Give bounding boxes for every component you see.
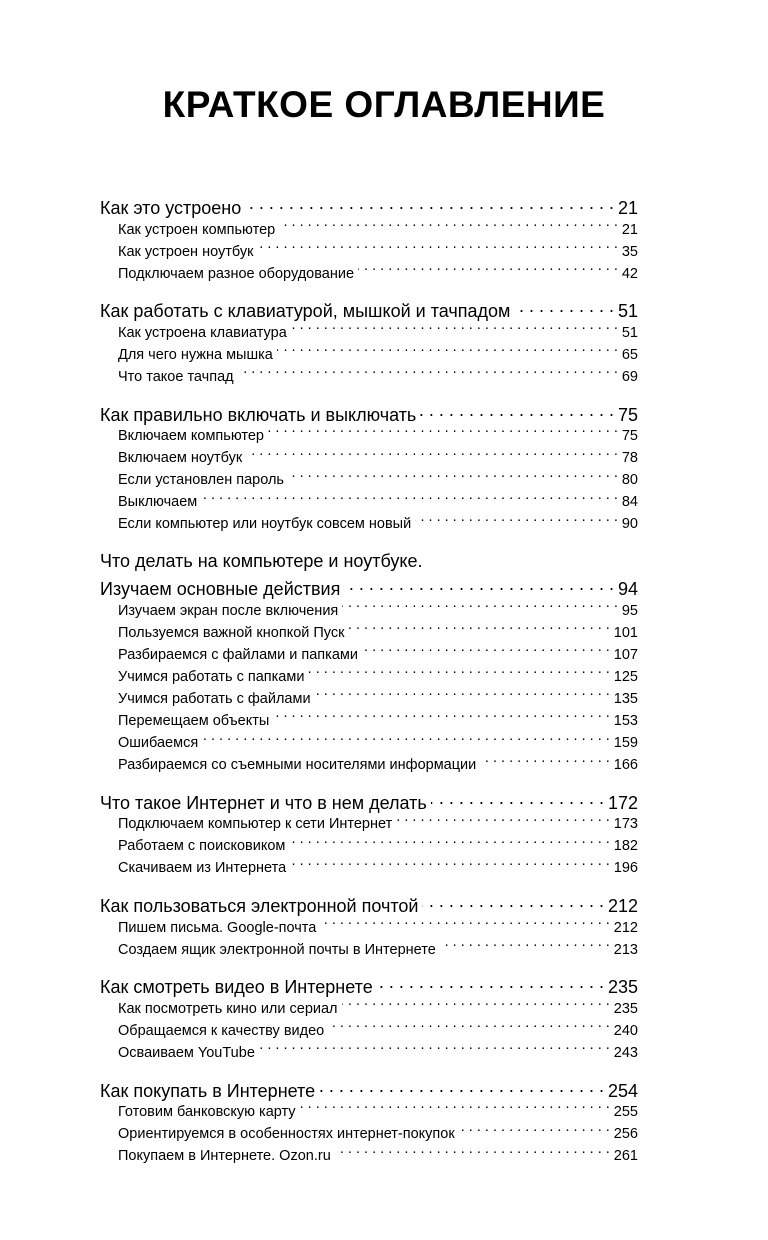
dot-leader xyxy=(362,644,610,659)
page-number: 172 xyxy=(607,792,638,813)
subsection-entry xyxy=(100,858,638,880)
subsection-entry xyxy=(100,1124,638,1146)
page-number: 78 xyxy=(621,450,638,467)
subsection-title: Пользуемся важной кнопкой Пуск xyxy=(118,624,345,641)
dot-leader xyxy=(288,470,618,485)
page-number: 42 xyxy=(621,265,638,282)
page-number: 159 xyxy=(613,735,638,752)
subsection-title: Изучаем экран после включения xyxy=(118,602,339,619)
subsection-entry xyxy=(100,666,638,688)
subsection-title: Подключаем компьютер к сети Интернет xyxy=(118,816,393,833)
dot-leader xyxy=(289,836,609,851)
dot-leader xyxy=(342,998,610,1013)
subsection-title: Для чего нужна мышка xyxy=(118,346,273,363)
dot-leader xyxy=(308,666,609,681)
subsection-entry xyxy=(100,600,638,622)
subsection-entry xyxy=(100,219,638,241)
page-number: 95 xyxy=(621,602,638,619)
page-number: 182 xyxy=(613,838,638,855)
subsection-title: Учимся работать с папками xyxy=(118,668,305,685)
dot-leader xyxy=(335,1146,610,1161)
page-number: 65 xyxy=(621,346,638,363)
page-number: 212 xyxy=(607,896,638,917)
subsection-entry xyxy=(100,1102,638,1124)
chapter-title-first-line: Что делать на компьютере и ноутбуке. xyxy=(100,551,423,572)
subsection-entry xyxy=(100,1042,638,1064)
page-number: 235 xyxy=(607,977,638,998)
chapter-title: Изучаем основные действия xyxy=(100,579,341,600)
subsection-title: Перемещаем объекты xyxy=(118,713,270,729)
subsection-title: Что такое тачпад xyxy=(118,368,234,385)
dot-leader xyxy=(259,1042,610,1057)
subsection-entry xyxy=(100,688,638,710)
page-number: 243 xyxy=(613,1044,638,1061)
page-number: 213 xyxy=(613,941,638,958)
subsection-entry xyxy=(100,448,638,470)
subsection-title: Разбираемся со съемными носителями информации xyxy=(118,757,477,774)
subsection-title: Обращаемся к качеству видео xyxy=(118,1022,325,1039)
dot-leader xyxy=(422,894,603,912)
page-number: 21 xyxy=(617,198,638,218)
chapter-title: Как правильно включать и выключать xyxy=(100,404,417,425)
subsection-entry xyxy=(100,492,638,514)
subsection-entry xyxy=(100,836,638,858)
page-number: 255 xyxy=(613,1104,638,1121)
page-number: 107 xyxy=(613,646,638,663)
subsection-entry xyxy=(100,426,638,448)
dot-leader xyxy=(268,426,618,441)
dot-leader xyxy=(238,366,618,381)
dot-leader xyxy=(273,711,610,726)
dot-leader xyxy=(201,492,618,507)
dot-leader xyxy=(344,577,614,595)
dot-leader xyxy=(342,600,618,615)
chapter-title: Что такое Интернет и что в нем делать xyxy=(100,792,427,813)
page-number: 101 xyxy=(613,624,638,641)
table-of-contents xyxy=(100,196,638,1182)
chapter-title: Как смотреть видео в Интернете xyxy=(100,977,373,998)
page-number: 80 xyxy=(621,472,638,489)
dot-leader xyxy=(396,814,610,829)
page-number: 254 xyxy=(607,1080,638,1101)
page-number: 94 xyxy=(617,579,638,600)
page-number: 69 xyxy=(621,368,638,385)
subsection-entry xyxy=(100,711,638,733)
chapter-title: Как это устроено xyxy=(100,198,242,218)
toc-section-7 xyxy=(100,975,638,1064)
page-number: 21 xyxy=(621,221,638,238)
subsection-title: Ориентируемся в особенностях интернет-покупок xyxy=(118,1126,455,1143)
subsection-entry xyxy=(100,939,638,961)
dot-leader xyxy=(415,514,618,529)
subsection-entry xyxy=(100,917,638,939)
toc-section-3 xyxy=(100,403,638,536)
subsection-entry xyxy=(100,998,638,1020)
dot-leader xyxy=(319,1079,604,1097)
page-number: 240 xyxy=(613,1022,638,1039)
subsection-entry xyxy=(100,322,638,344)
subsection-title: Включаем ноутбук xyxy=(118,450,243,467)
dot-leader xyxy=(315,688,610,703)
chapter-title: Как работать с клавиатурой, мышкой и тачпадом xyxy=(100,301,511,322)
page-number: 75 xyxy=(621,428,638,445)
subsection-title: Работаем с поисковиком xyxy=(118,838,286,855)
toc-section-5 xyxy=(100,791,638,880)
page-number: 90 xyxy=(621,516,638,533)
subsection-entry xyxy=(100,644,638,666)
subsection-title: Пишем письма. Google-почта xyxy=(118,919,317,936)
subsection-entry xyxy=(100,344,638,366)
dot-leader xyxy=(420,403,614,421)
subsection-title: Покупаем в Интернете. Ozon.ru xyxy=(118,1148,331,1165)
dot-leader xyxy=(459,1124,610,1139)
dot-leader xyxy=(514,299,614,317)
subsection-entry xyxy=(100,470,638,492)
dot-leader xyxy=(377,975,604,993)
chapter-entry xyxy=(100,791,638,814)
subsection-title: Ошибаемся xyxy=(118,735,199,752)
subsection-entry xyxy=(100,1146,638,1168)
chapter-entry xyxy=(100,577,638,600)
chapter-title: Как пользоваться электронной почтой xyxy=(100,896,419,917)
subsection-entry xyxy=(100,366,638,388)
subsection-title: Если компьютер или ноутбук совсем новый xyxy=(118,516,412,533)
subsection-title: Учимся работать с файлами xyxy=(118,690,311,707)
subsection-title: Создаем ящик электронной почты в Интернете xyxy=(118,941,436,958)
chapter-entry xyxy=(100,196,638,219)
toc-section-1 xyxy=(100,196,638,285)
page-number: 135 xyxy=(613,690,638,707)
chapter-entry xyxy=(100,1079,638,1102)
page-number: 256 xyxy=(613,1126,638,1143)
dot-leader xyxy=(290,858,610,873)
subsection-title: Если установлен пароль xyxy=(118,472,284,489)
dot-leader xyxy=(358,263,618,278)
chapter-entry xyxy=(100,299,638,322)
chapter-entry xyxy=(100,975,638,998)
subsection-title: Как устроена клавиатура xyxy=(118,324,287,341)
page-number: 125 xyxy=(613,668,638,685)
subsection-entry xyxy=(100,814,638,836)
chapter-title-line xyxy=(100,550,638,572)
dot-leader xyxy=(291,322,618,337)
toc-section-4 xyxy=(100,550,638,777)
subsection-title: Как устроен компьютер xyxy=(118,221,276,238)
dot-leader xyxy=(257,241,617,256)
dot-leader xyxy=(320,917,609,932)
dot-leader xyxy=(246,448,618,463)
subsection-title: Выключаем xyxy=(118,494,198,511)
toc-section-2 xyxy=(100,299,638,388)
chapter-entry xyxy=(100,403,638,426)
toc-section-6 xyxy=(100,894,638,961)
dot-leader xyxy=(279,219,618,234)
page-number: 51 xyxy=(617,301,638,322)
page-number: 84 xyxy=(621,494,638,511)
chapter-entry xyxy=(100,894,638,917)
subsection-entry xyxy=(100,755,638,777)
page-number: 261 xyxy=(613,1148,638,1165)
dot-leader xyxy=(245,196,614,214)
subsection-entry xyxy=(100,241,638,263)
subsection-title: Подключаем разное оборудование xyxy=(118,265,355,282)
chapter-title: Как покупать в Интернете xyxy=(100,1080,316,1101)
page-number: 51 xyxy=(621,324,638,341)
page-number: 196 xyxy=(613,860,638,877)
page-number: 153 xyxy=(613,713,638,729)
page-number: 173 xyxy=(613,816,638,833)
page-title: КРАТКОЕ ОГЛАВЛЕНИЕ xyxy=(162,84,606,125)
dot-leader xyxy=(431,791,604,809)
subsection-title: Разбираемся с файлами и папками xyxy=(118,646,358,663)
dot-leader xyxy=(328,1020,610,1035)
subsection-title: Как устроен ноутбук xyxy=(118,243,254,260)
toc-section-8 xyxy=(100,1079,638,1168)
dot-leader xyxy=(440,939,610,954)
page-number: 235 xyxy=(613,1000,638,1017)
dot-leader xyxy=(349,622,610,637)
subsection-entry xyxy=(100,514,638,536)
dot-leader xyxy=(277,344,618,359)
subsection-title: Осваиваем YouTube xyxy=(118,1044,255,1061)
subsection-title: Как посмотреть кино или сериал xyxy=(118,1000,338,1017)
subsection-title: Включаем компьютер xyxy=(118,428,264,445)
subsection-title: Готовим банковскую карту xyxy=(118,1104,296,1121)
page-number: 212 xyxy=(613,919,638,936)
subsection-entry xyxy=(100,733,638,755)
page-number: 166 xyxy=(613,757,638,774)
page-number: 35 xyxy=(621,243,638,260)
dot-leader xyxy=(202,733,610,748)
subsection-entry xyxy=(100,263,638,285)
subsection-entry xyxy=(100,1020,638,1042)
dot-leader xyxy=(300,1102,610,1117)
page-number: 75 xyxy=(617,404,638,425)
dot-leader xyxy=(480,755,610,770)
subsection-title: Скачиваем из Интернета xyxy=(118,860,287,877)
subsection-entry xyxy=(100,622,638,644)
